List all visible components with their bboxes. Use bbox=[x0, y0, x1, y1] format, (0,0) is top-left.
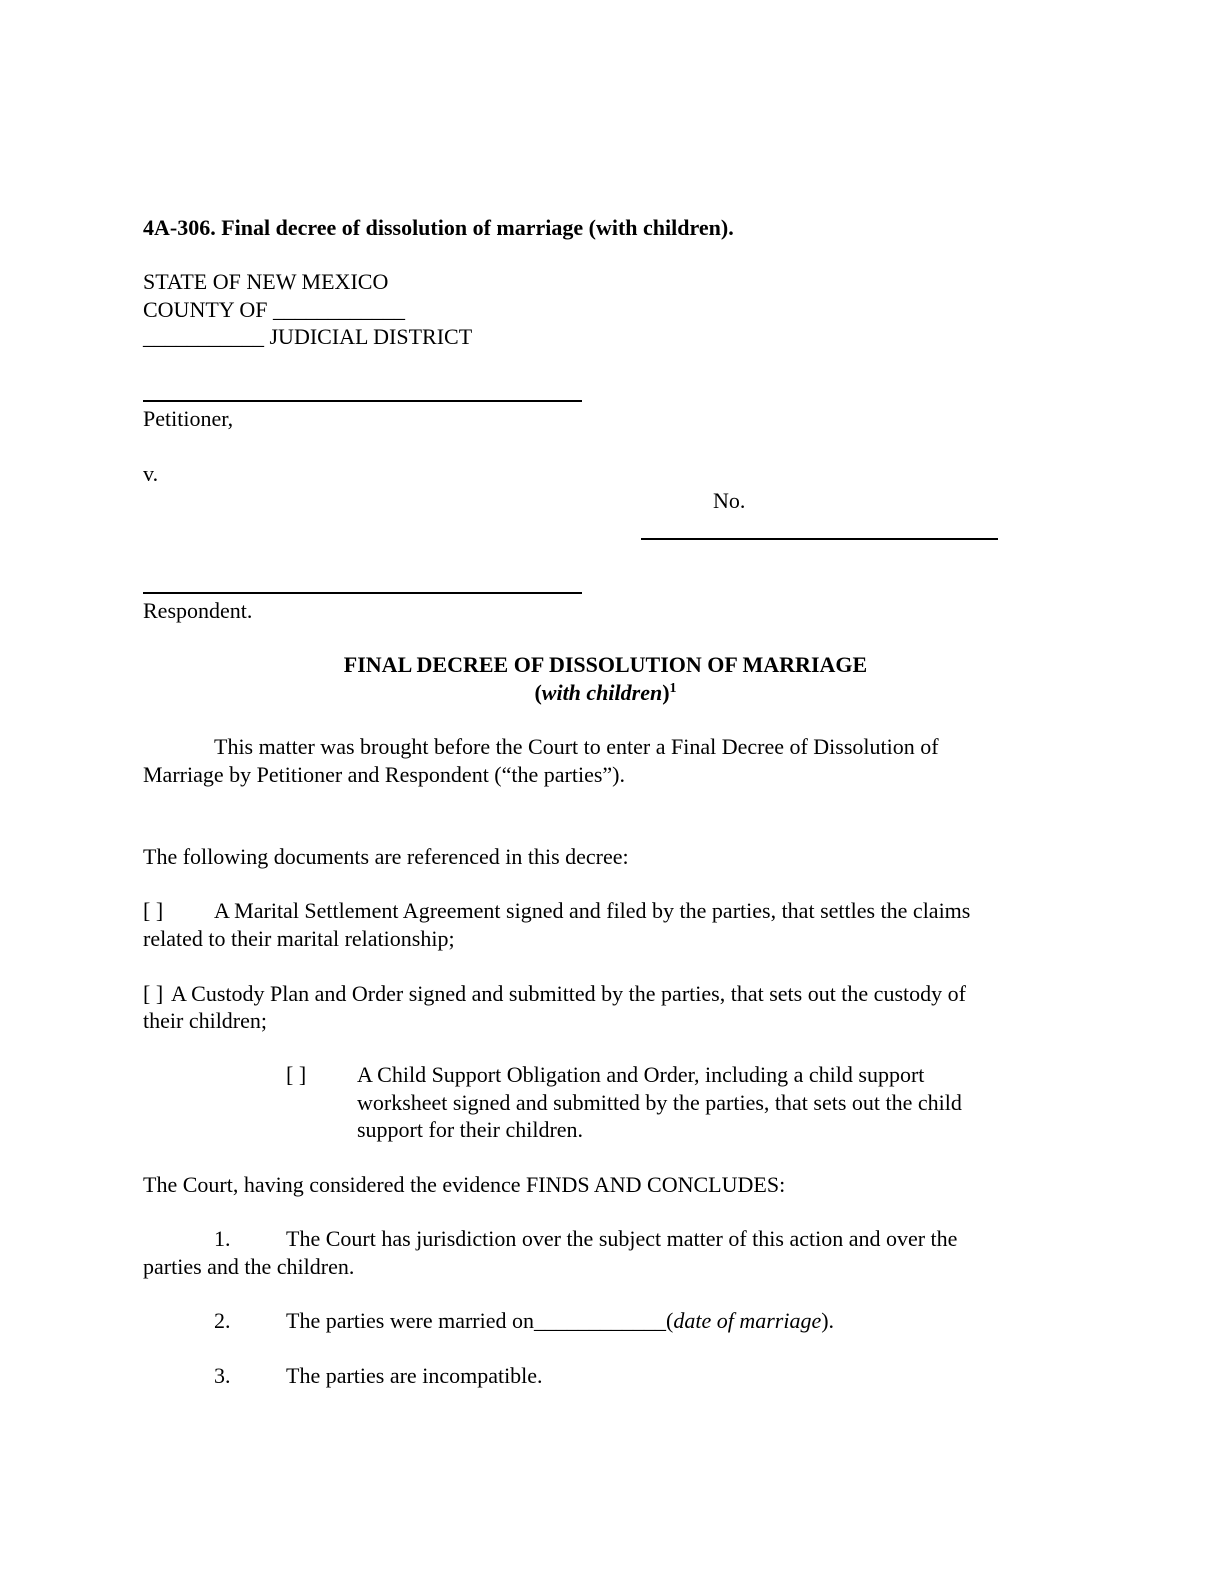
subtitle-italic: with children bbox=[541, 680, 663, 705]
child-support-line-2: worksheet signed and submitted by the parties, that sets out the child bbox=[357, 1090, 962, 1115]
footnote-mark: 1 bbox=[669, 681, 677, 696]
findings-intro: The Court, having considered the evidence FINDS AND CONCLUDES: bbox=[143, 1172, 786, 1197]
petitioner-signature-line bbox=[143, 400, 582, 402]
custody-plan-line-1: A Custody Plan and Order signed and submitted by the parties, that sets out the custody of bbox=[171, 981, 966, 1006]
intro-line-1: This matter was brought before the Court to enter a Final Decree of Dissolution of bbox=[214, 734, 939, 759]
respondent-label: Respondent. bbox=[143, 598, 253, 623]
petitioner-label: Petitioner, bbox=[143, 406, 234, 431]
finding-3-text: The parties are incompatible. bbox=[286, 1363, 543, 1388]
checkbox-child-support[interactable]: [ ] bbox=[286, 1062, 307, 1087]
child-support-line-1: A Child Support Obligation and Order, including a child support bbox=[357, 1062, 925, 1087]
respondent-signature-line bbox=[143, 592, 582, 594]
district-line: ___________ JUDICIAL DISTRICT bbox=[143, 324, 473, 349]
form-title: 4A-306. Final decree of dissolution of marriage (with children). bbox=[143, 215, 734, 240]
date-of-marriage-hint: date of marriage bbox=[673, 1308, 822, 1333]
finding-3-number: 3. bbox=[214, 1363, 231, 1388]
decree-title: FINAL DECREE OF DISSOLUTION OF MARRIAGE bbox=[343, 652, 868, 677]
custody-plan-line-2: their children; bbox=[143, 1008, 268, 1033]
finding-1-line-1: The Court has jurisdiction over the subject matter of this action and over the bbox=[286, 1226, 958, 1251]
finding-1-number: 1. bbox=[214, 1226, 231, 1251]
decree-subtitle: (with children)$^1$ bbox=[534, 680, 677, 705]
settlement-agreement-line-2: related to their marital relationship; bbox=[143, 926, 455, 951]
documents-intro: The following documents are referenced in this decree: bbox=[143, 844, 629, 869]
county-line: COUNTY OF ____________ bbox=[143, 297, 405, 322]
finding-2-number: 2. bbox=[214, 1308, 231, 1333]
case-number-line bbox=[641, 538, 998, 540]
finding-1-line-2: parties and the children. bbox=[143, 1254, 355, 1279]
finding-2-text: The parties were married on____________(date of marriage). bbox=[286, 1308, 835, 1333]
state-line: STATE OF NEW MEXICO bbox=[143, 269, 389, 294]
case-number-label: No. bbox=[713, 488, 746, 513]
versus-label: v. bbox=[143, 461, 159, 486]
checkbox-custody-plan[interactable]: [ ] bbox=[143, 981, 164, 1006]
settlement-agreement-line-1: A Marital Settlement Agreement signed and filed by the parties, that settles the claims bbox=[214, 898, 971, 923]
child-support-line-3: support for their children. bbox=[357, 1117, 584, 1142]
intro-line-2: Marriage by Petitioner and Respondent (“the parties”). bbox=[143, 762, 626, 787]
checkbox-settlement-agreement[interactable]: [ ] bbox=[143, 898, 164, 923]
